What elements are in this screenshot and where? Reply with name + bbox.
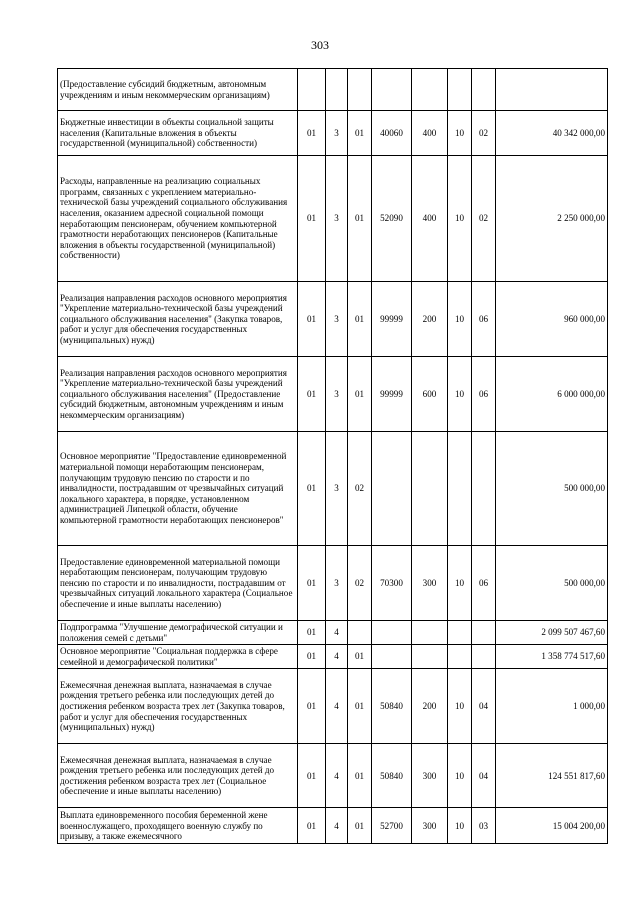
code-cell (412, 621, 448, 645)
code-cell (298, 69, 326, 111)
code-cell: 01 (348, 645, 372, 669)
code-cell: 01 (298, 744, 326, 808)
code-cell: 4 (326, 808, 348, 844)
table-row (58, 111, 608, 156)
row-name-cell: Основное мероприятие "Социальная поддержка в сфере семейной и демографической политики" (58, 645, 298, 669)
amount-cell: 6 000 000,00 (496, 357, 608, 432)
code-cell: 01 (348, 669, 372, 744)
code-cell (472, 432, 496, 546)
code-cell: 01 (298, 546, 326, 621)
code-cell (348, 69, 372, 111)
code-cell: 400 (412, 111, 448, 156)
code-cell: 01 (348, 357, 372, 432)
row-name-cell: Расходы, направленные на реализацию социальных программ, связанных с укреплением материально-технической базы учреждений социального обслуживания населения, оказанием адресной социальной помощи неработающим пенсионерам, обучением компьютерной грамотности неработающих пенсионеров (Капитальные вложения в объекты государственной (муниципальной) собственности) (58, 156, 298, 282)
code-cell: 3 (326, 111, 348, 156)
code-cell (326, 69, 348, 111)
page-number: 303 (311, 38, 329, 52)
amount-cell: 1 358 774 517,60 (496, 645, 608, 669)
code-cell (448, 645, 472, 669)
code-cell: 04 (472, 744, 496, 808)
code-cell: 50840 (372, 744, 412, 808)
code-cell (372, 645, 412, 669)
table-row (58, 357, 608, 432)
table-row (58, 808, 608, 844)
row-name-cell: Реализация направления расходов основного мероприятия "Укрепление материально-технической базы учреждений социального обслуживания населения" (Закупка товаров, работ и услуг для обеспечения государственных (муниципальных) нужд) (58, 282, 298, 357)
row-name-cell: (Предоставление субсидий бюджетным, автономным учреждениям и иным некоммерческим организациям) (58, 69, 298, 111)
code-cell: 01 (298, 621, 326, 645)
row-name-cell: Основное мероприятие "Предоставление единовременной материальной помощи неработающим пенсионерам, получающим трудовую пенсию по старости и по инвалидности, пострадавшим от чрезвычайных ситуаций локального характера, в порядке, установленном администрацией Липецкой области, обучение компьютерной грамотности неработающих пенсионеров" (58, 432, 298, 546)
code-cell: 3 (326, 156, 348, 282)
code-cell: 99999 (372, 357, 412, 432)
code-cell: 01 (298, 645, 326, 669)
code-cell (448, 69, 472, 111)
code-cell: 4 (326, 744, 348, 808)
code-cell: 300 (412, 744, 448, 808)
table-body (58, 69, 608, 844)
code-cell (448, 621, 472, 645)
code-cell: 02 (348, 432, 372, 546)
code-cell: 70300 (372, 546, 412, 621)
budget-table (57, 68, 608, 844)
code-cell: 10 (448, 669, 472, 744)
code-cell: 10 (448, 808, 472, 844)
code-cell: 02 (348, 546, 372, 621)
code-cell: 10 (448, 156, 472, 282)
code-cell: 03 (472, 808, 496, 844)
code-cell: 01 (298, 669, 326, 744)
amount-cell: 124 551 817,60 (496, 744, 608, 808)
code-cell (448, 432, 472, 546)
table-row (58, 669, 608, 744)
amount-cell: 40 342 000,00 (496, 111, 608, 156)
amount-cell (496, 69, 608, 111)
code-cell: 02 (472, 111, 496, 156)
code-cell: 300 (412, 546, 448, 621)
code-cell: 4 (326, 669, 348, 744)
code-cell (472, 645, 496, 669)
code-cell (412, 69, 448, 111)
code-cell: 200 (412, 282, 448, 357)
code-cell: 10 (448, 282, 472, 357)
code-cell (472, 621, 496, 645)
code-cell: 50840 (372, 669, 412, 744)
code-cell: 01 (348, 808, 372, 844)
table-row (58, 546, 608, 621)
code-cell: 52090 (372, 156, 412, 282)
amount-cell: 960 000,00 (496, 282, 608, 357)
code-cell: 10 (448, 546, 472, 621)
code-cell: 01 (298, 156, 326, 282)
code-cell (372, 432, 412, 546)
code-cell (472, 69, 496, 111)
table-row (58, 621, 608, 645)
table-row (58, 432, 608, 546)
code-cell: 52700 (372, 808, 412, 844)
code-cell: 4 (326, 645, 348, 669)
code-cell: 01 (298, 432, 326, 546)
amount-cell: 2 099 507 467,60 (496, 621, 608, 645)
code-cell (348, 621, 372, 645)
code-cell: 10 (448, 744, 472, 808)
code-cell: 04 (472, 669, 496, 744)
code-cell (372, 621, 412, 645)
amount-cell: 15 004 200,00 (496, 808, 608, 844)
table-row (58, 645, 608, 669)
code-cell: 02 (472, 156, 496, 282)
code-cell: 400 (412, 156, 448, 282)
table-row (58, 69, 608, 111)
amount-cell: 1 000,00 (496, 669, 608, 744)
code-cell: 06 (472, 546, 496, 621)
code-cell: 01 (348, 744, 372, 808)
code-cell: 10 (448, 357, 472, 432)
row-name-cell: Выплата единовременного пособия беременной жене военнослужащего, проходящего военную службу по призыву, а также ежемесячного (58, 808, 298, 844)
amount-cell: 500 000,00 (496, 546, 608, 621)
code-cell: 3 (326, 432, 348, 546)
code-cell (372, 69, 412, 111)
code-cell (412, 645, 448, 669)
code-cell: 300 (412, 808, 448, 844)
code-cell: 3 (326, 357, 348, 432)
row-name-cell: Предоставление единовременной материальной помощи неработающим пенсионерам, получающим трудовую пенсию по старости и по инвалидности, пострадавшим от чрезвычайных ситуаций локального характера (Социальное обеспечение и иные выплаты населению) (58, 546, 298, 621)
code-cell: 01 (298, 808, 326, 844)
code-cell: 06 (472, 282, 496, 357)
code-cell: 99999 (372, 282, 412, 357)
amount-cell: 2 250 000,00 (496, 156, 608, 282)
code-cell: 4 (326, 621, 348, 645)
row-name-cell: Реализация направления расходов основного мероприятия "Укрепление материально-технической базы учреждений социального обслуживания населения" (Предоставление субсидий бюджетным, автономным учреждениям и иным некоммерческим организациям) (58, 357, 298, 432)
code-cell: 01 (348, 111, 372, 156)
code-cell: 01 (298, 282, 326, 357)
table-row (58, 282, 608, 357)
code-cell: 10 (448, 111, 472, 156)
code-cell: 06 (472, 357, 496, 432)
code-cell: 01 (298, 111, 326, 156)
code-cell: 01 (348, 156, 372, 282)
row-name-cell: Подпрограмма "Улучшение демографической ситуации и положения семей с детьми" (58, 621, 298, 645)
row-name-cell: Ежемесячная денежная выплата, назначаемая в случае рождения третьего ребенка или последующих детей до достижения ребенком возраста трех лет (Закупка товаров, работ и услуг для обеспечения государственных (муниципальных) нужд) (58, 669, 298, 744)
row-name-cell: Ежемесячная денежная выплата, назначаемая в случае рождения третьего ребенка или последующих детей до достижения ребенком возраста трех лет (Социальное обеспечение и иные выплаты населению) (58, 744, 298, 808)
code-cell: 3 (326, 282, 348, 357)
code-cell: 3 (326, 546, 348, 621)
code-cell: 01 (298, 357, 326, 432)
table-row (58, 744, 608, 808)
amount-cell: 500 000,00 (496, 432, 608, 546)
code-cell: 01 (348, 282, 372, 357)
table-row (58, 156, 608, 282)
code-cell (412, 432, 448, 546)
row-name-cell: Бюджетные инвестиции в объекты социальной защиты населения (Капитальные вложения в объекты государственной (муниципальной) собственности) (58, 111, 298, 156)
code-cell: 40060 (372, 111, 412, 156)
code-cell: 200 (412, 669, 448, 744)
code-cell: 600 (412, 357, 448, 432)
